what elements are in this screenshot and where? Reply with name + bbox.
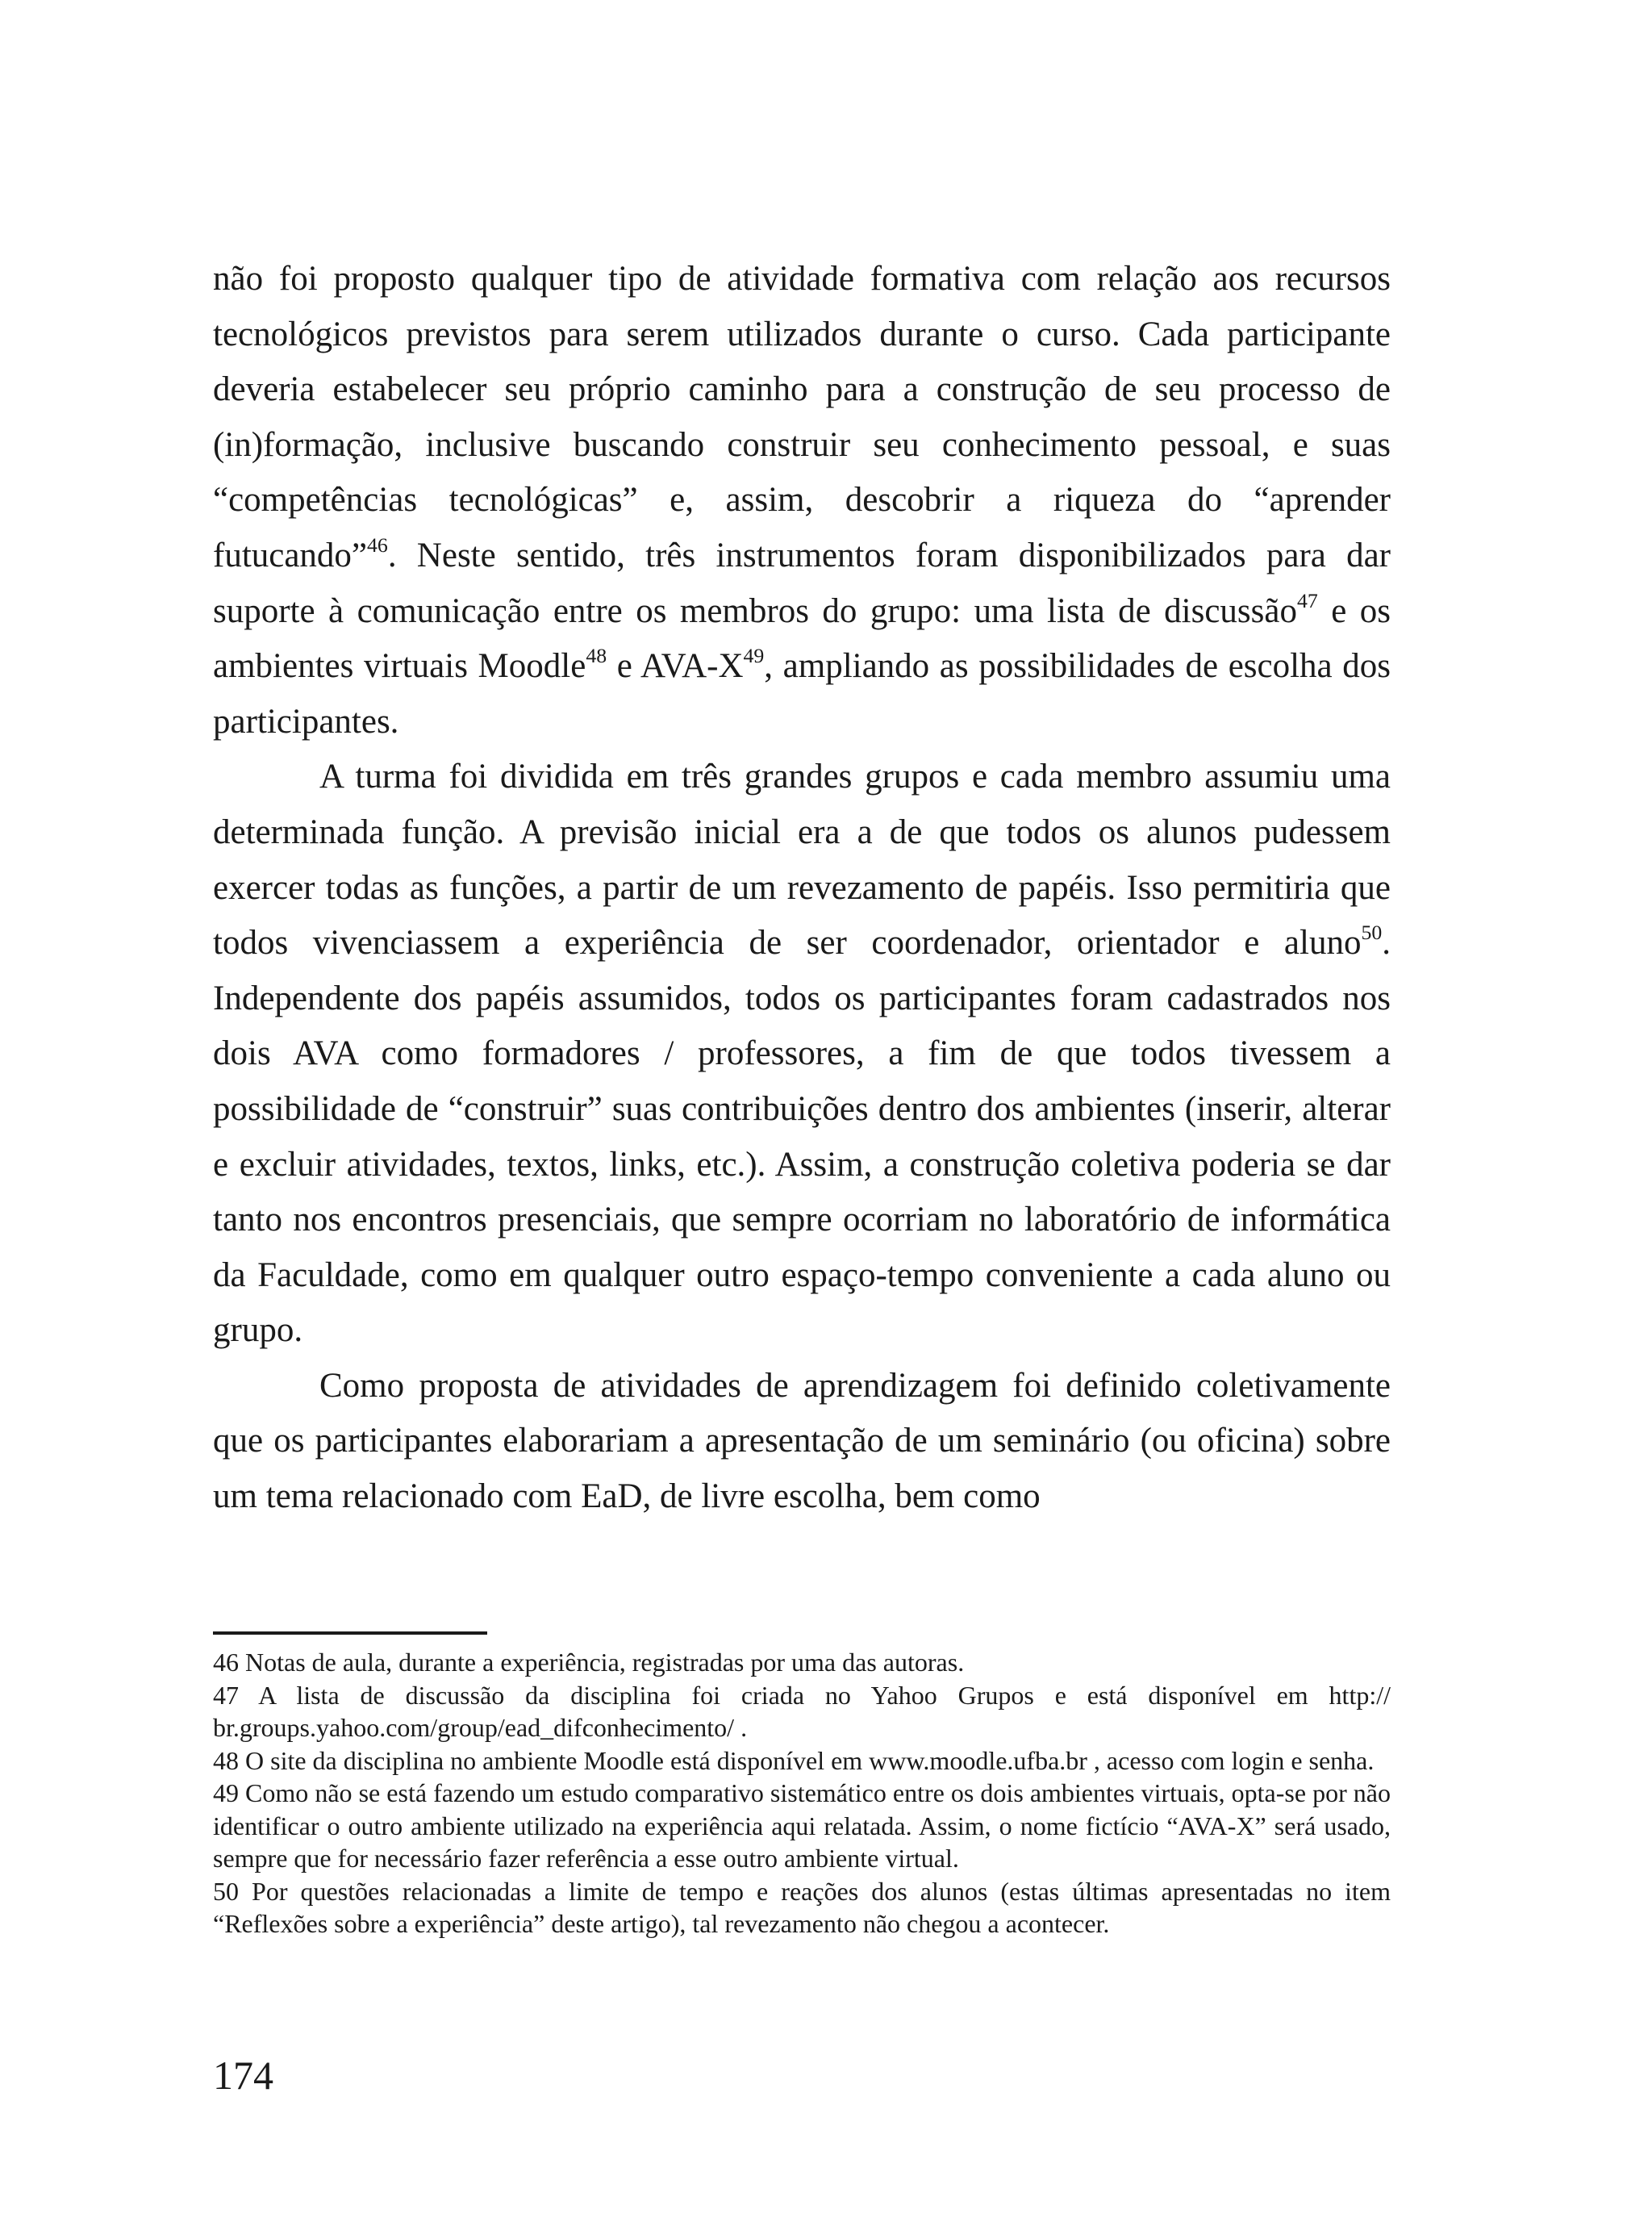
paragraph-text: , ampliando as possibilidades de escolha dos participantes. xyxy=(213,647,1391,741)
page-number: 174 xyxy=(213,2053,273,2098)
footnote-50: 50 Por questões relacionadas a limite de tempo e reações dos alunos (estas últimas apresentadas no item “Reflexões sobre a experiência” deste artigo), tal revezamento não chegou a acontecer. xyxy=(213,1876,1391,1938)
footnote-47: 47 A lista de discussão da disciplina foi criada no Yahoo Grupos e está disponível em http:// br.groups.yahoo.com/group/ead_difconhecimento/ . xyxy=(213,1680,1391,1742)
footnote-ref-48[interactable]: 48 xyxy=(586,644,607,668)
paragraph-2 xyxy=(213,750,1391,1359)
paragraph-1 xyxy=(213,252,1391,750)
footnote-ref-49[interactable]: 49 xyxy=(743,644,765,668)
paragraph-text: e os ambientes virtuais Moodle xyxy=(213,591,1391,686)
footnote-49: 49 Como não se está fazendo um estudo comparativo sistemático entre os dois ambientes virtuais, opta-se por não identificar o outro ambiente utilizado na experiência aqui relatada. Assim, o nome fictício “AVA-X” será usado, sempre que for necessário fazer referência a esse outro ambiente virtual. xyxy=(213,1778,1391,1873)
footnote-ref-47[interactable]: 47 xyxy=(1296,588,1318,612)
paragraph-text: e AVA-X xyxy=(607,647,744,686)
paragraph-text: A turma foi dividida em três grandes grupos e cada membro assumiu uma determinada função. A previsão inicial era a de que todos os alunos pudessem exercer todas as funções, a partir de um revezamento de papéis. Isso permitiria que todos vivenciassem a experiência de ser coordenador, orientador e aluno xyxy=(213,758,1391,963)
footnote-separator xyxy=(213,1631,487,1635)
footnote-46: 46 Notas de aula, durante a experiência, registradas por uma das autoras. xyxy=(213,1648,965,1677)
paragraph-text: . Neste sentido, três instrumentos foram disponibilizados para dar suporte à comunicação entre os membros do grupo: uma lista de discussão xyxy=(213,536,1391,630)
footnote-48: 48 O site da disciplina no ambiente Moodle está disponível em www.moodle.ufba.br , acesso com login e senha. xyxy=(213,1745,1375,1775)
paragraph-3: Como proposta de atividades de aprendizagem foi definido coletivamente que os participantes elaborariam a apresentação de um seminário (ou oficina) sobre um tema relacionado com EaD, de livre escolha, bem como xyxy=(213,1366,1391,1516)
paragraph-text: . Independente dos papéis assumidos, todos os participantes foram cadastrados nos dois AVA como formadores / professores, a fim de que todos tivessem a possibilidade de “construir” suas contribuições dentro dos ambientes (inserir, alterar e excluir atividades, textos, links, etc.). Assim, a construção coletiva poderia se dar tanto nos encontros presenciais, que sempre ocorriam no laboratório de informática da Faculdade, como em qualquer outro espaço-tempo conveniente a cada aluno ou grupo. xyxy=(213,924,1391,1350)
body-text xyxy=(213,252,1391,1525)
footnote-ref-46[interactable]: 46 xyxy=(367,533,388,557)
footnotes xyxy=(213,1646,1391,1940)
footnote-ref-50[interactable]: 50 xyxy=(1361,921,1383,945)
paragraph-text: não foi proposto qualquer tipo de atividade formativa com relação aos recursos tecnológicos previstos para serem utilizados durante o curso. Cada participante deveria estabelecer seu próprio caminho para a construção de seu processo de (in)formação, inclusive buscando construir seu conhecimento pessoal, e suas “competências tecnológicas” e, assim, descobrir a riqueza do “aprender futucando” xyxy=(213,260,1391,574)
